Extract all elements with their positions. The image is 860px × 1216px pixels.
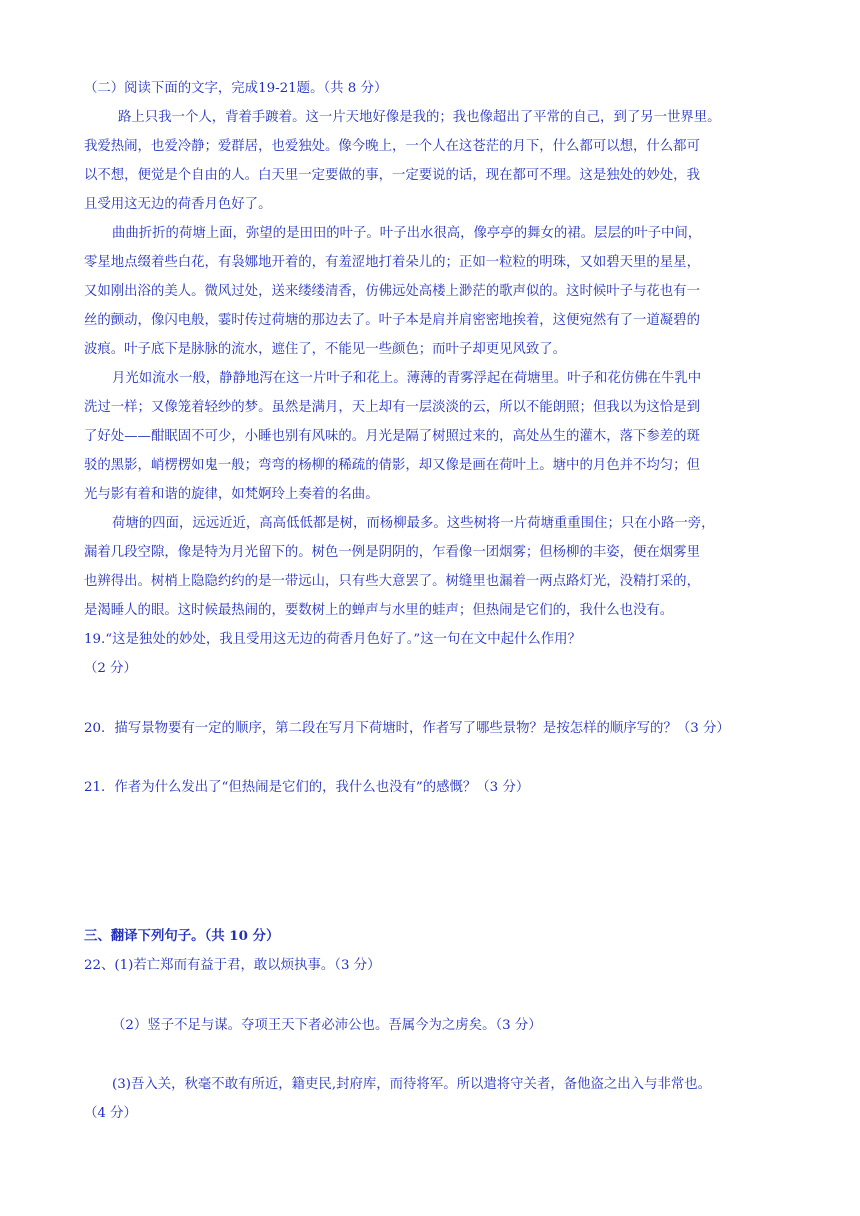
passage-line: 我爱热闹，也爱冷静；爱群居，也爱独处。像今晚上，一个人在这苍茫的月下，什么都可以想，什么都可 xyxy=(84,139,700,154)
passage-line: 波痕。叶子底下是脉脉的流水，遮住了，不能见一些颜色；而叶子却更见风致了。 xyxy=(84,342,567,357)
passage-line: 荷塘的四面，远远近近，高高低低都是树，而杨柳最多。这些树将一片荷塘重重围住；只在小路一旁， xyxy=(112,516,715,531)
question-21: 21．作者为什么发出了“但热闹是它们的，我什么也没有”的感慨？（3 分） xyxy=(84,780,530,795)
question-19: 19.“这是独处的妙处，我且受用这无边的荷香月色好了。”这一句在文中起什么作用？ xyxy=(84,632,581,647)
passage-line: 也辨得出。树梢上隐隐约约的是一带远山，只有些大意罢了。树缝里也漏着一两点路灯光，没精打采的， xyxy=(84,574,700,589)
passage-line: 月光如流水一般，静静地泻在这一片叶子和花上。薄薄的青雾浮起在荷塘里。叶子和花仿佛在牛乳中 xyxy=(112,371,702,386)
passage-line: 路上只我一个人，背着手踱着。这一片天地好像是我的；我也像超出了平常的自己，到了另一世界里。 xyxy=(118,110,721,125)
passage-line: 以不想，便觉是个自由的人。白天里一定要做的事，一定要说的话，现在都可不理。这是独处的妙处，我 xyxy=(84,168,700,183)
section-3-heading: 三、翻译下列句子。（共 10 分） xyxy=(84,928,280,944)
question-22-sentence-2: （2）竖子不足与谋。夺项王天下者必沛公也。吾属今为之虏矣。（3 分） xyxy=(112,1018,542,1033)
passage-line: 丝的颤动，像闪电般，霎时传过荷塘的那边去了。叶子本是肩并肩密密地挨着，这便宛然有了一道凝碧的 xyxy=(84,313,700,328)
passage-line: 是渴睡人的眼。这时候最热闹的，要数树上的蝉声与水里的蛙声；但热闹是它们的，我什么也没有。 xyxy=(84,603,674,618)
passage-line: 又如刚出浴的美人。微风过处，送来缕缕清香，仿佛远处高楼上渺茫的歌声似的。这时候叶子与花也有一 xyxy=(84,284,700,299)
section-2-heading: （二）阅读下面的文字，完成19-21题。（共 8 分） xyxy=(84,81,388,96)
question-22-sentence-1: 22、(1)若亡郑而有益于君，敢以烦执事。（3 分） xyxy=(84,958,381,973)
passage-line: 了好处——酣眠固不可少，小睡也别有风味的。月光是隔了树照过来的，高处丛生的灌木，落下参差的斑 xyxy=(84,429,700,444)
question-22-sentence-3: (3)吾入关，秋毫不敢有所近，籍吏民,封府库，而待将军。所以遣将守关者，备他盗之出入与非常也。 xyxy=(112,1077,712,1092)
question-20: 20．描写景物要有一定的顺序，第二段在写月下荷塘时，作者写了哪些景物？是按怎样的顺序写的？（3 分） xyxy=(84,721,730,736)
passage-line: 漏着几段空隙，像是特为月光留下的。树色一例是阴阴的，乍看像一团烟雾；但杨柳的丰姿，便在烟雾里 xyxy=(84,545,700,560)
passage-line: 驳的黑影，峭楞楞如鬼一般；弯弯的杨柳的稀疏的倩影，却又像是画在荷叶上。塘中的月色并不均匀；但 xyxy=(84,458,700,473)
question-19-score: （2 分） xyxy=(84,661,137,676)
passage-line: 光与影有着和谐的旋律，如梵婀玲上奏着的名曲。 xyxy=(84,487,379,502)
passage-line: 洗过一样；又像笼着轻纱的梦。虽然是满月，天上却有一层淡淡的云，所以不能朗照；但我以为这恰是到 xyxy=(84,400,700,415)
passage-line: 零星地点缀着些白花，有袅娜地开着的，有羞涩地打着朵儿的；正如一粒粒的明珠，又如碧天里的星星， xyxy=(84,255,700,270)
passage-line: 且受用这无边的荷香月色好了。 xyxy=(84,197,272,212)
question-22-sentence-3-score: （4 分） xyxy=(84,1106,137,1121)
passage-line: 曲曲折折的荷塘上面，弥望的是田田的叶子。叶子出水很高，像亭亭的舞女的裙。层层的叶子中间， xyxy=(112,226,702,241)
